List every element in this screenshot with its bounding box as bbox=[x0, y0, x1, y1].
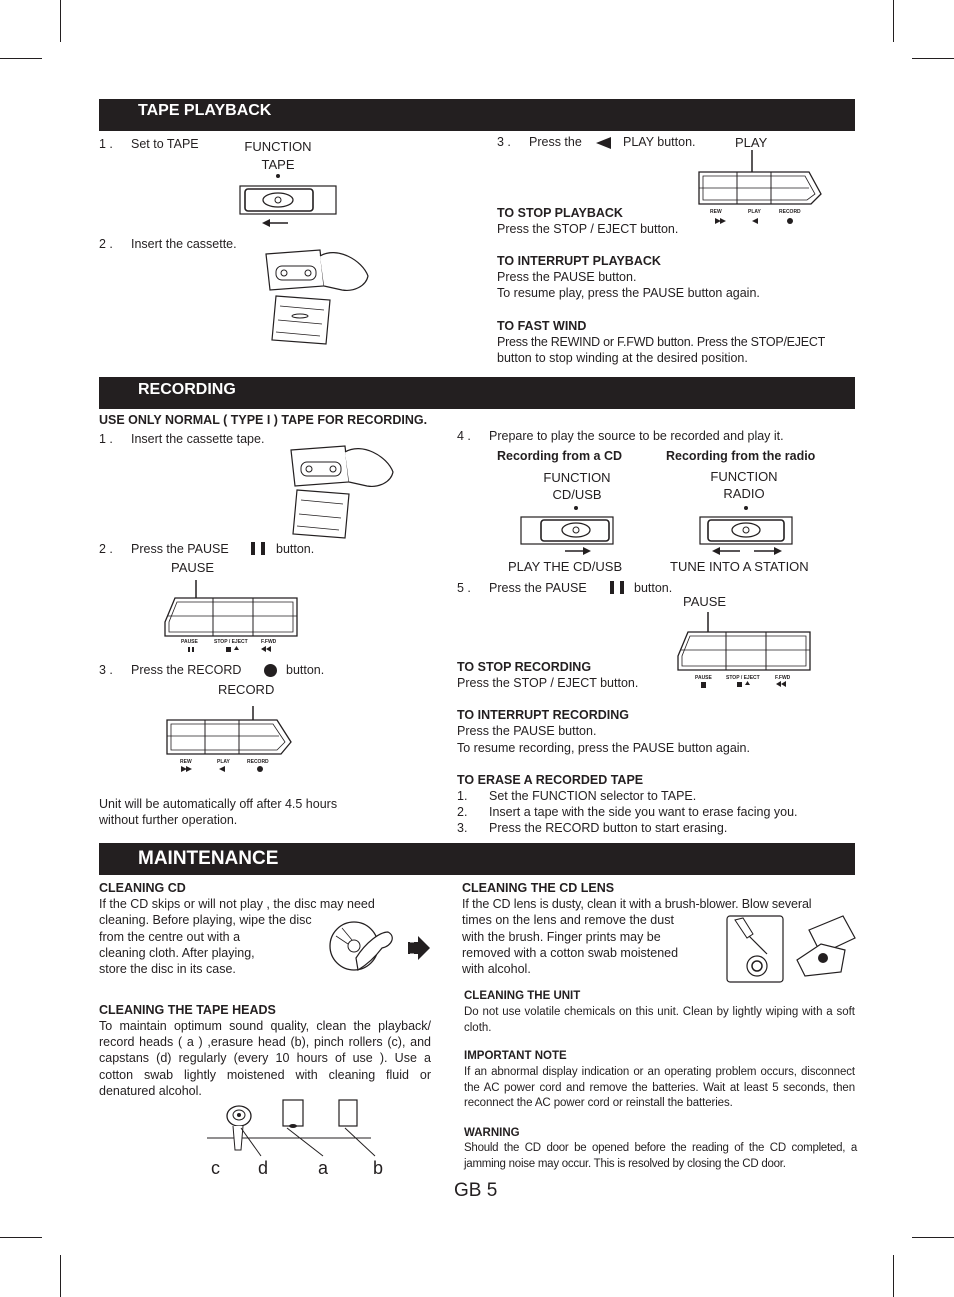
cleaning-lens-text: with alcohol. bbox=[462, 962, 531, 976]
record-label: RECORD bbox=[218, 682, 275, 697]
cleaning-cd-illustration bbox=[322, 918, 432, 976]
stop-playback-text: Press the STOP / EJECT button. bbox=[497, 222, 679, 236]
erase-step-text: Set the FUNCTION selector to TAPE. bbox=[489, 789, 697, 803]
cleaning-heads-title: CLEANING THE TAPE HEADS bbox=[99, 1003, 276, 1017]
cleaning-cd-text: store the disc in its case. bbox=[99, 962, 236, 976]
maintenance-banner bbox=[99, 843, 855, 875]
play-cd-usb-label: PLAY THE CD/USB bbox=[508, 559, 623, 574]
tape-label: TAPE bbox=[261, 157, 295, 172]
function-label: FUNCTION bbox=[710, 469, 778, 484]
function-selector-cd-usb-illustration bbox=[519, 504, 615, 558]
key-label-record: RECORD bbox=[779, 209, 801, 215]
step-number: 1 . bbox=[99, 137, 113, 151]
important-note-text: If an abnormal display indication or an operating problem occurs, disconnect the AC power cord and remove the batteries. Wait at least 5 seconds, then reconnect the AC power cord or reinstall the batteries. bbox=[464, 1066, 855, 1110]
cleaning-unit-title: CLEANING THE UNIT bbox=[464, 990, 581, 1002]
interrupt-recording-text: Press the PAUSE button. bbox=[457, 724, 597, 738]
crop-mark bbox=[0, 58, 42, 59]
tape-playback-banner bbox=[99, 99, 855, 131]
crop-mark bbox=[0, 1237, 42, 1238]
erase-tape-title: TO ERASE A RECORDED TAPE bbox=[457, 773, 644, 787]
stop-recording-text: Press the STOP / EJECT button. bbox=[457, 676, 639, 690]
erase-step-text: Press the RECORD button to start erasing. bbox=[489, 821, 728, 835]
tape-playback-heading: TAPE PLAYBACK bbox=[138, 102, 272, 119]
step-text: PLAY button. bbox=[623, 135, 696, 149]
cleaning-lens-text: with the brush. Finger prints may be bbox=[462, 930, 661, 944]
function-label: FUNCTION bbox=[543, 470, 611, 485]
key-label-pause: PAUSE bbox=[181, 639, 198, 645]
recording-from-cd-title: Recording from a CD bbox=[497, 449, 623, 463]
cd-usb-label: CD/USB bbox=[552, 487, 602, 502]
key-label-rew: REW bbox=[180, 759, 192, 765]
step-text: Press the PAUSE bbox=[489, 581, 587, 595]
cleaning-lens-text: removed with a cotton swab moistened bbox=[462, 946, 679, 960]
normal-tape-warning: USE ONLY NORMAL ( TYPE I ) TAPE FOR RECORDING. bbox=[99, 413, 428, 427]
step-number: 4 . bbox=[457, 429, 471, 443]
key-label-record: RECORD bbox=[247, 759, 269, 765]
tape-heads-illustration bbox=[205, 1096, 373, 1156]
stop-playback-title: TO STOP PLAYBACK bbox=[497, 206, 623, 220]
maintenance-heading: MAINTENANCE bbox=[138, 848, 279, 869]
key-label-stop-eject: STOP / EJECT bbox=[726, 675, 760, 681]
step-text: button. bbox=[276, 542, 315, 556]
pause-icon bbox=[251, 542, 255, 555]
key-label-pause: PAUSE bbox=[695, 675, 712, 681]
step-text: Press the PAUSE bbox=[131, 542, 229, 556]
step-text: Insert the cassette. bbox=[131, 237, 237, 251]
crop-mark bbox=[893, 1255, 894, 1297]
interrupt-playback-title: TO INTERRUPT PLAYBACK bbox=[497, 254, 661, 268]
pause-icon bbox=[261, 542, 265, 555]
function-selector-tape-illustration bbox=[238, 172, 340, 232]
cleaning-lens-illustration bbox=[725, 914, 857, 984]
step-text: Set to TAPE bbox=[131, 137, 199, 151]
tune-station-label: TUNE INTO A STATION bbox=[670, 559, 809, 574]
cleaning-cd-text: cleaning cloth. After playing, bbox=[99, 946, 255, 960]
warning-title: WARNING bbox=[464, 1127, 520, 1139]
key-label-rew: REW bbox=[710, 209, 722, 215]
cleaning-cd-text: from the centre out with a bbox=[99, 930, 241, 944]
play-icon bbox=[596, 137, 611, 149]
head-letter-c: c bbox=[211, 1158, 220, 1178]
warning-text: Should the CD door be opened before the reading of the CD completed, a jamming noise may occur. This is resolved by closing the CD door. bbox=[464, 1142, 857, 1170]
record-icon bbox=[264, 664, 277, 677]
cleaning-unit-text: Do not use volatile chemicals on this unit. Clean by lightly wiping with a soft cloth. bbox=[464, 1006, 855, 1034]
interrupt-playback-text: Press the PAUSE button. bbox=[497, 270, 637, 284]
crop-mark bbox=[912, 1237, 954, 1238]
crop-mark bbox=[60, 1255, 61, 1297]
recording-heading: RECORDING bbox=[138, 381, 236, 398]
head-letter-b: b bbox=[373, 1158, 384, 1178]
erase-step-text: Insert a tape with the side you want to erase facing you. bbox=[489, 805, 798, 819]
cleaning-lens-text: times on the lens and remove the dust bbox=[462, 913, 674, 927]
crop-mark bbox=[912, 58, 954, 59]
auto-off-text: without further operation. bbox=[99, 813, 238, 827]
key-label-ffwd: F.FWD bbox=[775, 675, 791, 681]
step-number: 3 . bbox=[497, 135, 511, 149]
key-label-play: PLAY bbox=[748, 209, 761, 215]
page-number: GB 5 bbox=[454, 1180, 498, 1201]
cleaning-lens-title: CLEANING THE CD LENS bbox=[462, 881, 615, 895]
step-text: Prepare to play the source to be recorded and play it. bbox=[489, 429, 784, 443]
step-text: Press the RECORD bbox=[131, 663, 242, 677]
crop-mark bbox=[60, 0, 61, 42]
pause-label: PAUSE bbox=[171, 560, 215, 575]
step-text: button. bbox=[634, 581, 673, 595]
step-number: 2 . bbox=[99, 237, 113, 251]
interrupt-playback-text: To resume play, press the PAUSE button again. bbox=[497, 286, 760, 300]
fast-wind-title: TO FAST WIND bbox=[497, 319, 587, 333]
step-text: button. bbox=[286, 663, 325, 677]
key-label-play: PLAY bbox=[217, 759, 230, 765]
auto-off-text: Unit will be automatically off after 4.5 hours bbox=[99, 797, 338, 811]
function-label: FUNCTION bbox=[244, 139, 312, 154]
cleaning-lens-text: If the CD lens is dusty, clean it with a brush-blower. Blow several bbox=[462, 897, 812, 911]
erase-step-number: 1. bbox=[457, 789, 468, 803]
cleaning-heads-text: To maintain optimum sound quality, clean the playback/ record heads ( a ) ,erasure head (b), pinch rollers (c), and capstans (d) regularly (every 10 hours of use ). Use a cotton swab lightly moistened with cleaning fluid or denatured alcohol. bbox=[99, 1019, 431, 1098]
key-label-ffwd: F.FWD bbox=[261, 639, 277, 645]
cleaning-cd-title: CLEANING CD bbox=[99, 881, 186, 895]
fast-wind-text: button to stop winding at the desired position. bbox=[497, 351, 748, 365]
key-label-stop-eject: STOP / EJECT bbox=[214, 639, 248, 645]
recording-banner bbox=[99, 377, 855, 409]
insert-cassette-illustration bbox=[287, 442, 397, 542]
stop-recording-title: TO STOP RECORDING bbox=[457, 660, 592, 674]
important-note-title: IMPORTANT NOTE bbox=[464, 1050, 567, 1062]
radio-label: RADIO bbox=[723, 486, 765, 501]
cleaning-cd-text: cleaning. Before playing, wipe the disc bbox=[99, 913, 312, 927]
pause-label: PAUSE bbox=[683, 594, 727, 609]
crop-mark bbox=[893, 0, 894, 42]
step-number: 5 . bbox=[457, 581, 471, 595]
recording-from-radio-title: Recording from the radio bbox=[666, 449, 816, 463]
pause-icon bbox=[620, 581, 624, 594]
step-text: Press the bbox=[529, 135, 582, 149]
step-number: 1 . bbox=[99, 432, 113, 446]
cleaning-cd-text: If the CD skips or will not play , the disc may need bbox=[99, 897, 375, 911]
step-number: 3 . bbox=[99, 663, 113, 677]
insert-cassette-illustration bbox=[262, 246, 372, 350]
play-label: PLAY bbox=[735, 135, 768, 150]
head-letter-a: a bbox=[318, 1158, 329, 1178]
head-letter-d: d bbox=[258, 1158, 269, 1178]
erase-step-number: 2. bbox=[457, 805, 468, 819]
erase-step-number: 3. bbox=[457, 821, 468, 835]
step-number: 2 . bbox=[99, 542, 113, 556]
pause-icon bbox=[610, 581, 614, 594]
interrupt-recording-text: To resume recording, press the PAUSE button again. bbox=[457, 741, 750, 755]
step-text: Insert the cassette tape. bbox=[131, 432, 265, 446]
function-selector-radio-illustration bbox=[698, 504, 794, 558]
interrupt-recording-title: TO INTERRUPT RECORDING bbox=[457, 708, 629, 722]
fast-wind-text: Press the REWIND or F.FWD button. Press the STOP/EJECT bbox=[497, 335, 826, 349]
